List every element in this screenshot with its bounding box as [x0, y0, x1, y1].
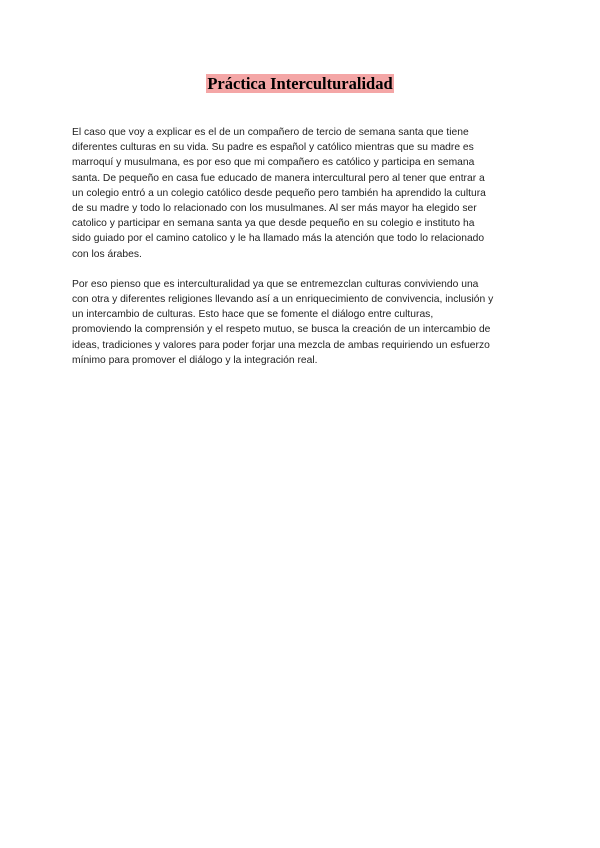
paragraph-line: un colegio entró a un colegio católico desde pequeño pero también ha aprendido la cultura — [72, 187, 486, 199]
paragraph-line: un intercambio de culturas. Esto hace que se fomente el diálogo entre culturas, — [72, 309, 434, 321]
paragraph-line: mínimo para promover el diálogo y la integración real. — [72, 354, 318, 366]
paragraph-line: El caso que voy a explicar es el de un compañero de tercio de semana santa que tiene — [72, 127, 469, 138]
paragraph-line: marroquí y musulmana, es por eso que mi compañero es católico y participa en semana — [72, 157, 475, 169]
paragraph-line: sido guiado por el camino catolico y le ha llamado más la atención que todo lo relacionado — [72, 233, 485, 245]
paragraph-line: catolico y participar en semana santa ya que desde pequeño en su colegio e instituto ha — [72, 218, 475, 230]
paragraph-2 — [72, 277, 532, 368]
title-wrapper — [0, 74, 600, 94]
paragraph-line: santa. De pequeño en casa fue educado de manera intercultural pero al tener que entrar a — [72, 172, 485, 184]
paragraph-line: promoviendo la comprensión y el respeto mutuo, se busca la creación de un intercambio de — [72, 324, 491, 336]
document-title: Práctica Interculturalidad — [207, 74, 393, 93]
paragraph-line: diferentes culturas en su vida. Su padre es español y católico mientras que su madre es — [72, 142, 474, 154]
paragraph-1 — [72, 125, 532, 262]
paragraph-line: ideas, tradiciones y valores para poder forjar una mezcla de ambas requiriendo un esfuerzo — [72, 339, 490, 351]
paragraph-line: de su madre y todo lo relacionado con los musulmanes. Al ser más mayor ha elegido ser — [72, 203, 477, 215]
paragraph-line: Por eso pienso que es interculturalidad ya que se entremezclan culturas conviviendo una — [72, 278, 479, 290]
paragraph-line: con los árabes. — [72, 248, 142, 260]
document-body — [72, 125, 532, 383]
paragraph-line: con otra y diferentes religiones llevando así a un enriquecimiento de convivencia, inclusión y — [72, 294, 494, 306]
